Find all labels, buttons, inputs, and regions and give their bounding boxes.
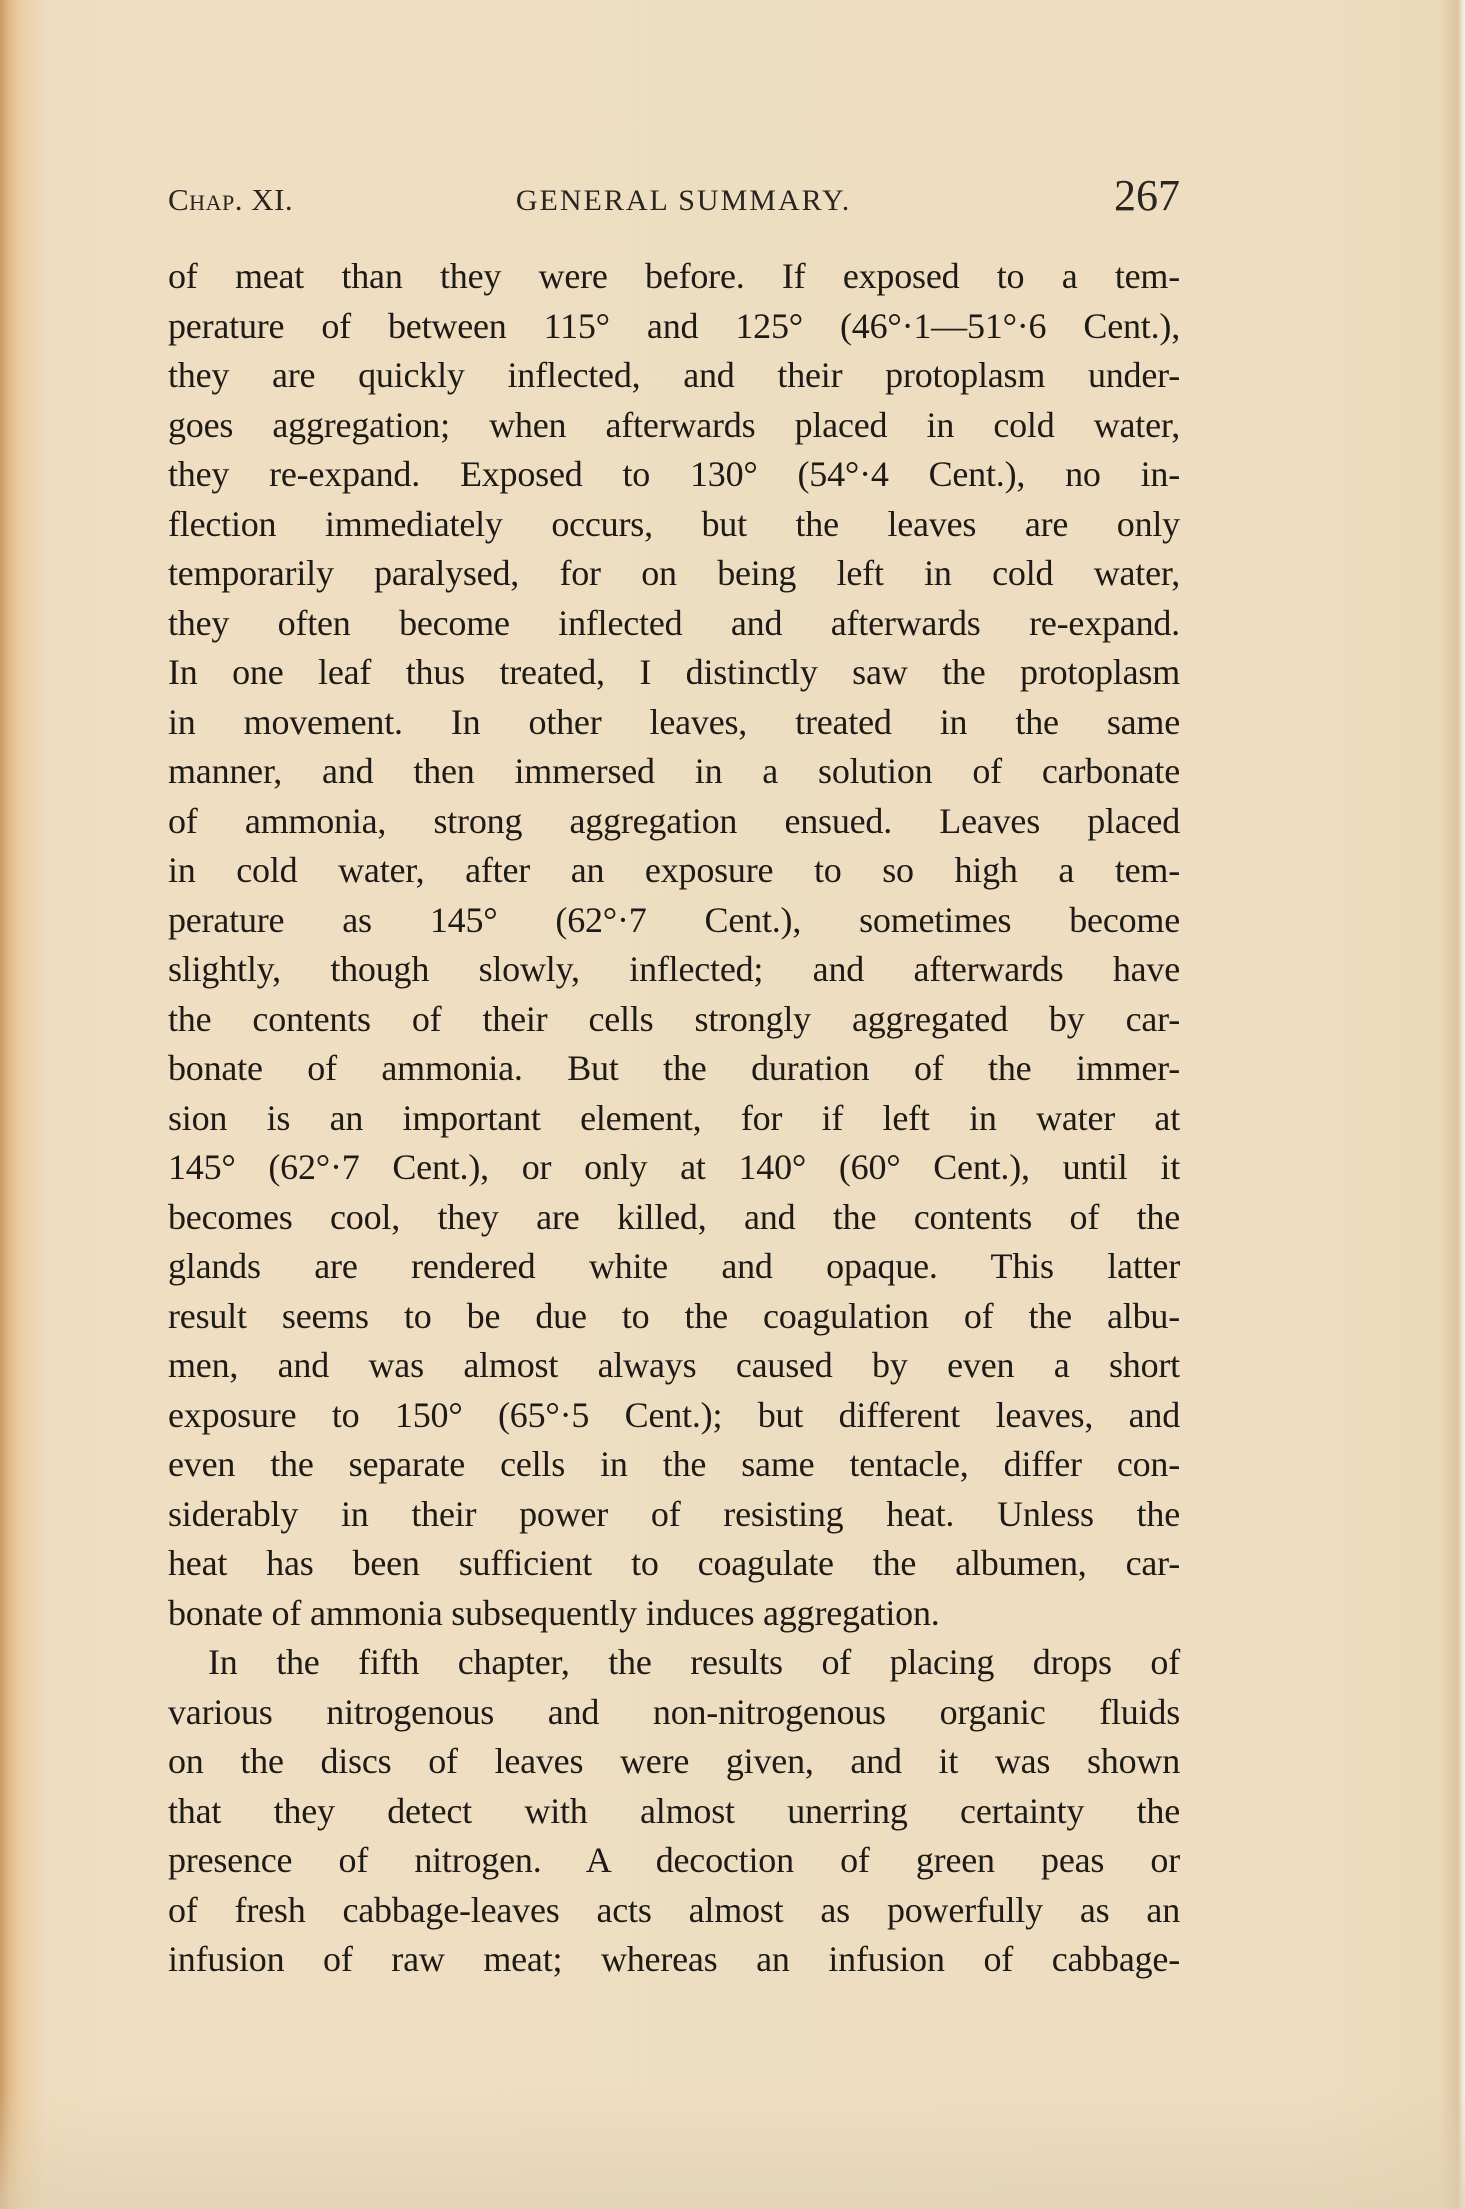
section-title: GENERAL SUMMARY.	[515, 184, 852, 217]
text-line: on the discs of leaves were given, and it was shown	[168, 1741, 1180, 1781]
paragraph-start-line: In the fifth chapter, the results of placing drops of	[208, 1642, 1180, 1682]
text-line: siderably in their power of resisting heat. Unless the	[168, 1493, 1180, 1534]
text-line: of ammonia, strong aggregation ensued. Leaves placed	[168, 800, 1180, 841]
text-line: of meat than they were before. If exposed to a tem-	[168, 256, 1180, 296]
text-line: they are quickly inflected, and their protoplasm under-	[168, 355, 1180, 395]
text-line: the contents of their cells strongly aggregated by car-	[168, 998, 1180, 1039]
text-line: various nitrogenous and non-nitrogenous organic fluids	[168, 1691, 1180, 1732]
text-line: 145° (62°·7 Cent.), or only at 140° (60° Cent.), until it	[168, 1147, 1180, 1187]
text-line: goes aggregation; when afterwards placed in cold water,	[168, 404, 1180, 445]
text-line: presence of nitrogen. A decoction of green peas or	[168, 1840, 1180, 1880]
text-line: glands are rendered white and opaque. This latter	[168, 1246, 1180, 1286]
text-line: exposure to 150° (65°·5 Cent.); but different leaves, and	[168, 1394, 1180, 1435]
text-line: even the separate cells in the same tentacle, differ con-	[168, 1444, 1180, 1484]
page-number: 267	[1113, 171, 1180, 220]
paragraph-end-line: bonate of ammonia subsequently induces aggregation.	[168, 1592, 940, 1633]
text-line: in cold water, after an exposure to so high a tem-	[168, 850, 1180, 890]
text-line: that they detect with almost unerring certainty the	[168, 1790, 1180, 1831]
text-line: sion is an important element, for if left in water at	[168, 1097, 1180, 1138]
text-line: bonate of ammonia. But the duration of the immer-	[168, 1048, 1180, 1088]
text-line: infusion of raw meat; whereas an infusion of cabbage-	[168, 1939, 1180, 1979]
text-line: manner, and then immersed in a solution of carbonate	[168, 751, 1180, 791]
text-line: becomes cool, they are killed, and the contents of the	[168, 1196, 1180, 1237]
text-line: result seems to be due to the coagulation of the albu-	[168, 1295, 1180, 1336]
chapter-label: Chap. XI.	[168, 182, 294, 217]
text-line: slightly, though slowly, inflected; and afterwards have	[168, 949, 1180, 989]
text-line: men, and was almost always caused by even a short	[168, 1345, 1180, 1385]
text-line: in movement. In other leaves, treated in the same	[168, 701, 1180, 742]
text-line: perature of between 115° and 125° (46°·1—51°·6 Cent.),	[168, 305, 1180, 346]
text-line: In one leaf thus treated, I distinctly saw the protoplasm	[168, 652, 1180, 692]
text-line: perature as 145° (62°·7 Cent.), sometimes become	[168, 899, 1180, 940]
running-head	[168, 170, 1180, 230]
body-text	[168, 252, 1180, 1985]
text-line: of fresh cabbage-leaves acts almost as powerfully as an	[168, 1889, 1180, 1930]
text-line: flection immediately occurs, but the leaves are only	[168, 503, 1180, 544]
text-line: they re-expand. Exposed to 130° (54°·4 Cent.), no in-	[168, 454, 1180, 494]
text-line: heat has been sufficient to coagulate the albumen, car-	[168, 1543, 1180, 1583]
text-line: temporarily paralysed, for on being left in cold water,	[168, 553, 1180, 593]
text-line: they often become inflected and afterwards re-expand.	[168, 602, 1180, 643]
